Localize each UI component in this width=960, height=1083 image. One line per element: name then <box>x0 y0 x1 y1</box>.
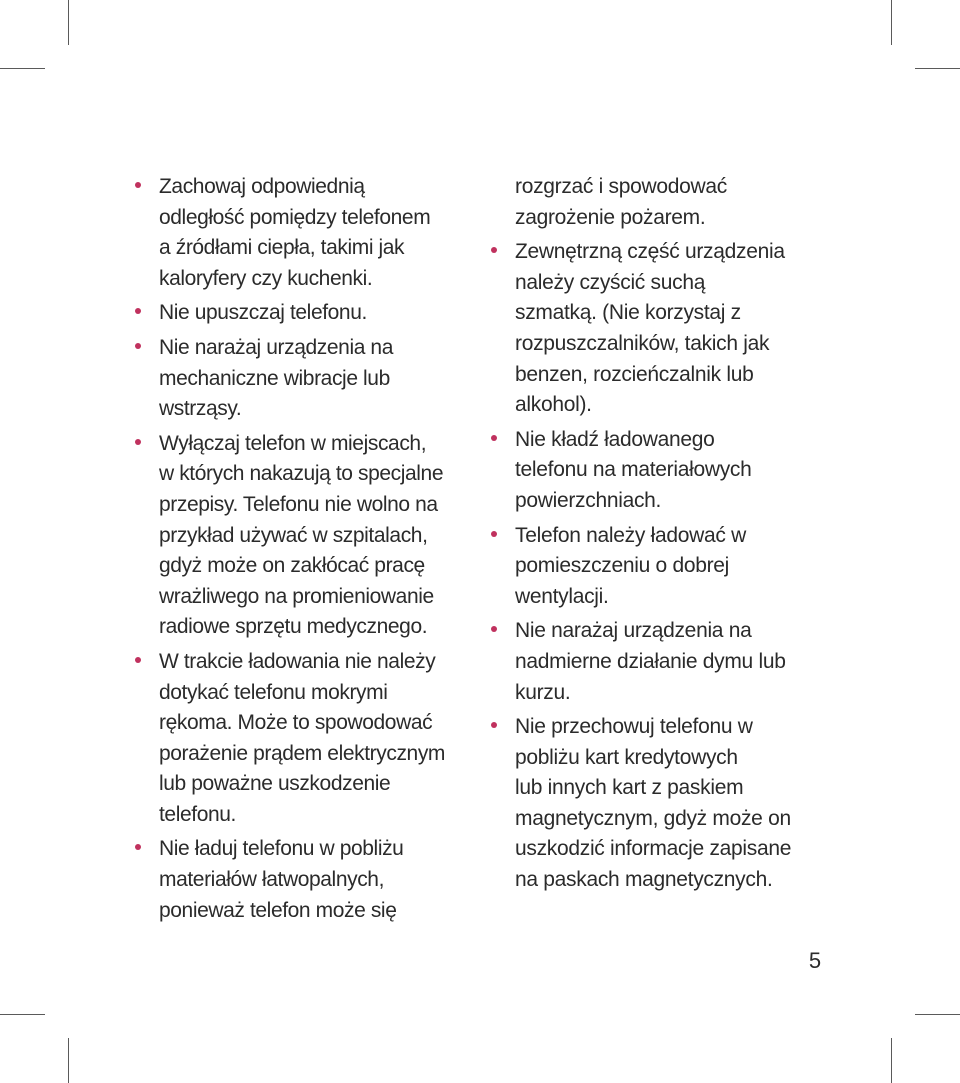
list-item-text: Nie upuszczaj telefonu. <box>159 301 367 325</box>
list-item-text: W trakcie ładowania nie należy dotykać telefonu mokrymi rękoma. Może to spowodować porażenie prądem elektrycznym lub poważne uszkodzenie telefonu. <box>159 649 446 826</box>
list-item <box>159 834 479 926</box>
list-item <box>159 647 479 831</box>
list-item-text: Nie narażaj urządzenia na mechaniczne wibracje lub wstrząsy. <box>159 335 393 421</box>
list-item-text: Nie przechowuj telefonu w pobliżu kart kredytowych lub innych kart z paskiem magnetycznym, gdyż może on uszkodzić informacje zapisane na paskach magnetycznych. <box>515 715 792 892</box>
list-item <box>159 172 479 294</box>
left-column <box>159 172 479 930</box>
bullet-icon <box>491 626 497 632</box>
list-item <box>159 333 479 425</box>
list-item-text: rozgrzać i spowodować zagrożenie pożarem. <box>515 175 727 229</box>
list-item <box>159 429 479 643</box>
list-item-text: Zewnętrzną część urządzenia należy czyścić suchą szmatką. (Nie korzystaj z rozpuszczalników, takich jak benzen, rozcieńczalnik lub alkohol). <box>515 240 785 417</box>
list-item <box>515 616 845 708</box>
bullet-icon <box>135 439 141 445</box>
crop-mark-right-lower <box>915 1014 960 1015</box>
crop-mark-bottom-left <box>68 1038 69 1083</box>
list-item-text: Nie ładuj telefonu w pobliżu materiałów łatwopalnych, ponieważ telefon może się <box>159 837 404 922</box>
page-number: 5 <box>808 948 822 973</box>
list-item-text: Nie narażaj urządzenia na nadmierne działanie dymu lub kurzu. <box>515 619 786 704</box>
list-item-text: Telefon należy ładować w pomieszczeniu o dobrej wentylacji. <box>515 523 746 608</box>
list-item-continuation <box>515 172 845 233</box>
bullet-icon <box>135 308 141 314</box>
list-item <box>515 237 845 421</box>
bullet-icon <box>135 182 141 188</box>
list-item <box>159 298 479 329</box>
bullet-icon <box>491 247 497 253</box>
right-column <box>515 172 845 900</box>
list-item <box>515 425 845 517</box>
crop-mark-right-upper <box>915 68 960 69</box>
bullet-icon <box>135 657 141 663</box>
crop-mark-top-right <box>891 0 892 45</box>
list-item-text: Wyłączaj telefon w miejscach, w których nakazują to specjalne przepisy. Telefonu nie wolno na przykład używać w szpitalach, gdyż może on zakłócać pracę wrażliwego na promieniowanie radiowe sprzętu medycznego. <box>159 431 444 639</box>
list-item-text: Zachowaj odpowiednią odległość pomiędzy telefonem a źródłami ciepła, takimi jak kaloryfery czy kuchenki. <box>159 175 431 290</box>
crop-mark-left-upper <box>0 68 45 69</box>
crop-mark-left-lower <box>0 1014 45 1015</box>
bullet-icon <box>491 531 497 537</box>
bullet-icon <box>135 343 141 349</box>
list-item <box>515 521 845 613</box>
list-item-text: Nie kładź ładowanego telefonu na materiałowych powierzchniach. <box>515 427 752 512</box>
bullet-icon <box>491 722 497 728</box>
bullet-icon <box>491 435 497 441</box>
bullet-icon <box>135 844 141 850</box>
crop-mark-bottom-right <box>891 1038 892 1083</box>
crop-mark-top-left <box>68 0 69 45</box>
list-item <box>515 712 845 896</box>
